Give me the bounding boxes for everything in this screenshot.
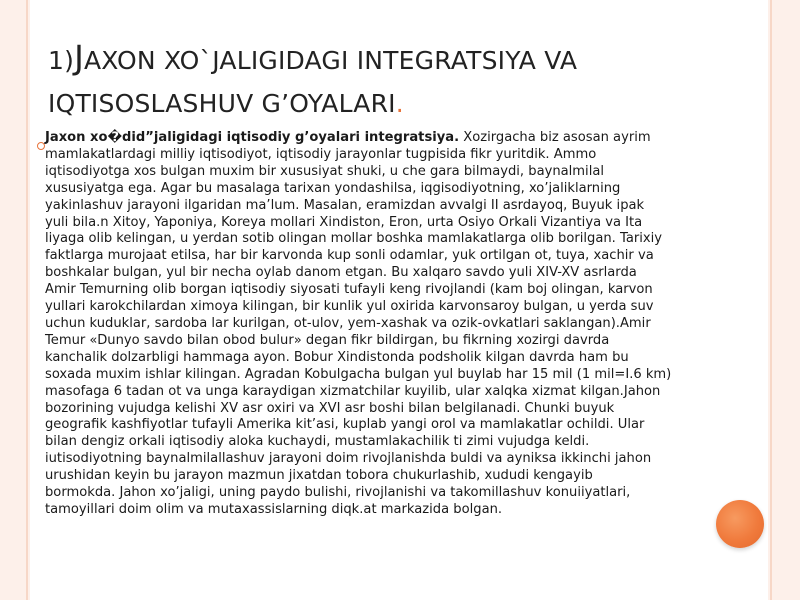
left-border-line [26, 0, 28, 600]
orange-circle-icon[interactable] [716, 500, 764, 548]
title-line2: IQTISOSLASHUV G’OYALARI [48, 89, 396, 118]
paragraph-lead: Jaxon xo�did”jaligidagi iqtisodiy g’oyalari integratsiya. [45, 130, 460, 145]
title-prefix: 1) [48, 46, 75, 75]
body-paragraph [45, 130, 760, 519]
title-line1: AXON XO`JALIGIDAGI INTEGRATSIYA VA [84, 46, 578, 75]
right-border-decoration [768, 0, 800, 600]
slide-title [48, 36, 748, 125]
title-dot: . [395, 89, 404, 118]
title-big-letter: J [74, 38, 84, 77]
paragraph-text: Xozirgacha biz asosan ayrim mamlakatlardagi milliy iqtisodiyot, iqtisodiy jarayonlar tugpisida fikr yuritdik. Ammo iqtisodiyotga xos bulgan muxim bir xususiyat shuki, u che gara bilmaydi, baynalmilal xususiyatga ega. Agar bu masalaga tarixan yondashilsa, iqgisodiyotning, xo’jaliklarning yakinlashuv jarayoni ilgaridan ma’lum. Masalan, eramizdan avvalgi II asrdayoq, Buyuk ipak yuli bila.n Xitoy, Yaponiya, Koreya mollari Xindiston, Eron, urta Osiyo Orkali Vizantiya va Ita liyaga olib kelingan, u yerdan sotib olingan mollar boshka mamlakatlarga olib borilgan. Tarixiy faktlarga murojaat etilsa, har bir karvonda kup sonli odamlar, yuk ortilgan ot, tuya, xachir va boshkalar bulgan, yul bir necha oylab danom etgan. Bu xalqaro savdo yuli XIV-XV asrlarda Amir Temurning olib borgan iqtisodiy siyosati tufayli keng rivojlandi (kam boj olingan, karvon yullari karokchilardan ximoya kilingan, bir kunlik yul oxirida karvonsaroy bulgan, u yerda suv uchun kuduklar, sardoba lar kurilgan, ot-ulov, yem-xashak va ozik-ovkatlari saklangan).Amir Temur «Dunyo savdo bilan obod bulur» degan fikr bildirgan, bu fikrning xozirgi davrda kanchalik dolzarbligi hammaga ayon. Bobur Xindistonda podsholik kilgan davrda ham bu soxada muxim ishlar kilingan. Agradan Kobulgacha bulgan yul buylab har 15 mil (1 mil=I.6 km) masofaga 6 tadan ot va unga karaydigan xizmatchilar kuyilib, ular xalqka xizmat kilgan.Jahon bozorining vujudga kelishi XV asr oxiri va XVI asr boshi bilan belgilanadi. Chunki buyuk geografik kashfiyotlar tufayli Amerika kit’asi, kuplab yangi orol va mamlakatlar ochildi. Ular bilan dengiz orkali iqtisodiy aloka kuchaydi, mustamlakachilik ti zimi vujudga keldi. iutisodiyotning baynalmilallashuv jarayoni doim rivojlanishda buldi va ayniksa ikkinchi jahon urushidan keyin bu jarayon mazmun jixatdan tobora chukurlashib, xududi kengayib bormokda. Jahon xo’jaligi, uning paydo bulishi, rivojlanishi va takomillashuv konuiiyatlari, tamoyillari doim olim va mutaxassislarning diqk.at markazida bolgan. [45, 130, 672, 517]
left-border-decoration [0, 0, 30, 600]
circle-bullet-icon [37, 142, 45, 150]
right-border-line [770, 0, 772, 600]
